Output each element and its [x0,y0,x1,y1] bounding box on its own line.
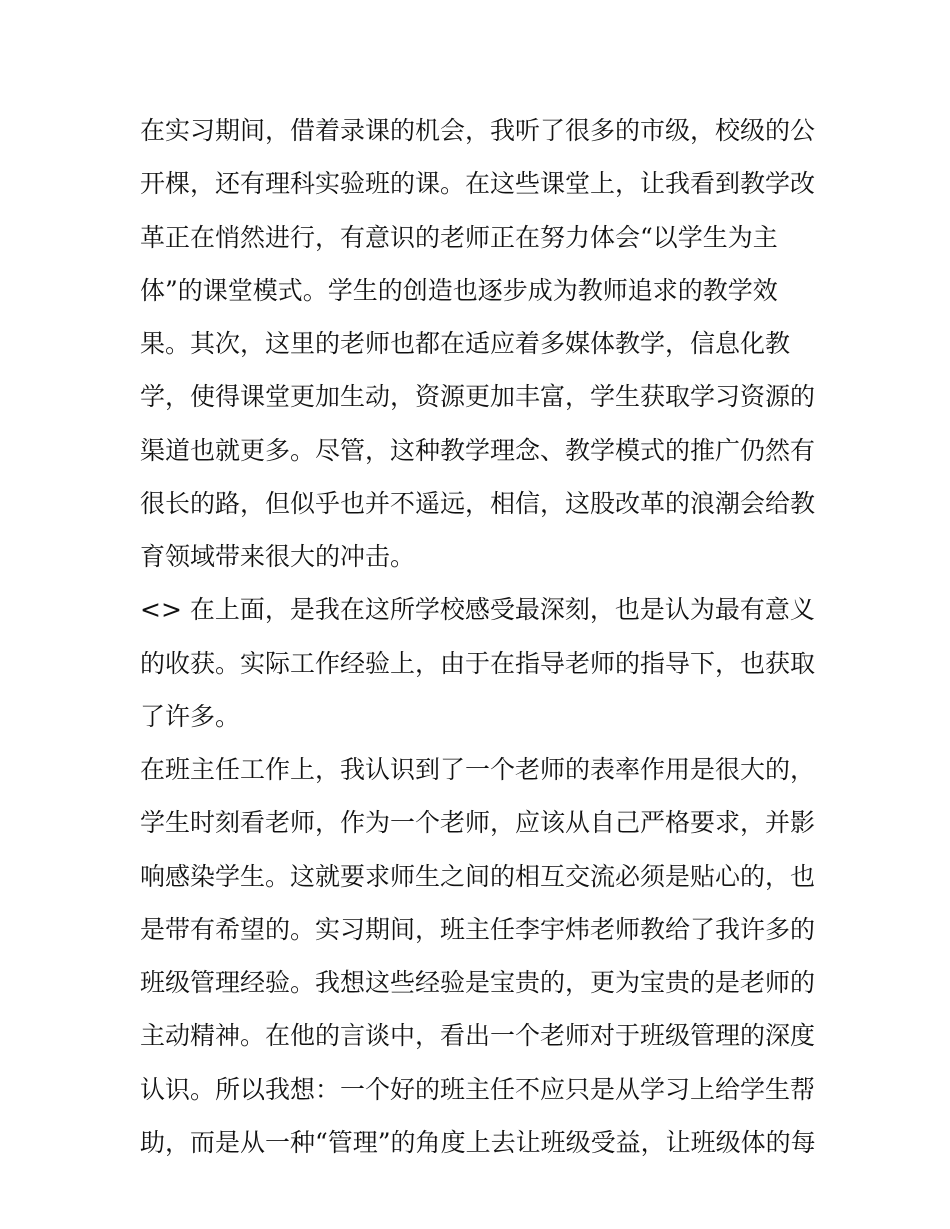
text-line: <> 在上面，是我在这所学校感受最深刻，也是认为最有意义 [140,595,815,625]
text-line: 革正在悄然进行，有意识的老师正在努力体会“以学生为主 [140,222,778,252]
text-line: 果。其次，这里的老师也都在适应着多媒体教学，信息化教 [140,329,791,358]
text-line: 开棵，还有理科实验班的课。在这些课堂上，让我看到教学改 [140,169,816,199]
text-line: 班级管理经验。我想这些经验是宝贵的，更为宝贵的是老师的 [140,968,816,997]
text-line: 学生时刻看老师，作为一个老师，应该从自己严格要求，并影 [140,808,816,838]
text-line: 育领域带来很大的冲击。 [140,542,416,571]
text-line: 学，使得课堂更加生动，资源更加丰富，学生获取学习资源的 [140,382,816,412]
text-line: 很长的路，但似乎也并不遥远，相信，这股改革的浪潮会给教 [140,488,816,518]
text-line: 在实习期间，借着录课的机会，我听了很多的市级，校级的公 [140,116,816,145]
text-line: 认识。所以我想：一个好的班主任不应只是从学习上给学生帮 [140,1074,816,1104]
text-line: 在班主任工作上，我认识到了一个老师的表率作用是很大的， [140,755,816,784]
text-line: 了许多。 [140,701,241,731]
text-line: 响感染学生。这就要求师生之间的相互交流必须是贴心的，也 [140,861,816,891]
text-line: 的收获。实际工作经验上，由于在指导老师的指导下，也获取 [140,648,816,678]
text-line: 主动精神。在他的言谈中，看出一个老师对于班级管理的深度 [140,1021,816,1051]
text-line: 体”的课堂模式。学生的创造也逐步成为教师追求的教学效 [140,275,778,305]
body-text [140,104,820,1169]
text-line: 是带有希望的。实习期间，班主任李宇炜老师教给了我许多的 [140,914,816,944]
text-line: 渠道也就更多。尽管，这种教学理念、教学模式的推广仍然有 [140,435,816,465]
text-line: 助，而是从一种“管理”的角度上去让班级受益，让班级体的每 [140,1127,816,1157]
